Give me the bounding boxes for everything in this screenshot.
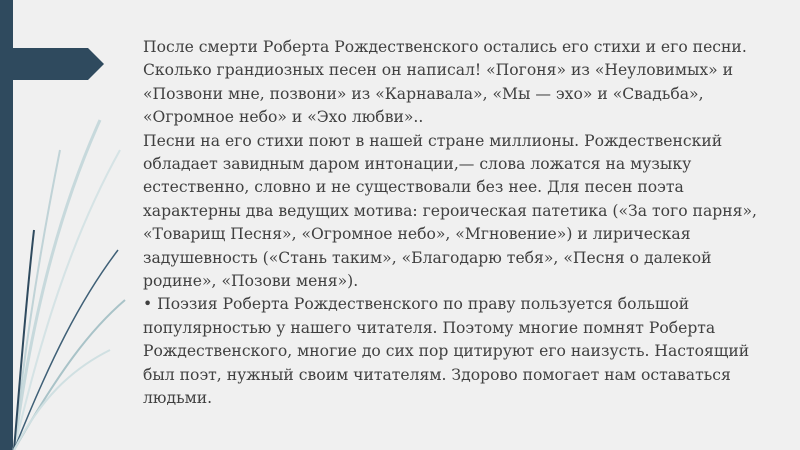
arrow-marker-icon [0,48,104,80]
slide-text-body [143,36,773,411]
paragraph-2: Песни на его стихи поют в нашей стране миллионы. Рождественский обладает завидным даром интонации,— слова ложатся на музыку естественно, словно и не существовали без нее. Для песен поэта характерны два ведущих мотива: героическая патетика («За того парня», «Товарищ Песня», «Огромное небо», «Мгновение») и лирическая задушевность («Стань таким», «Благодарю тебя», «Песня о далекой родине», «Позови меня»). [143,131,757,291]
paragraph-3-bullet: • Поэзия Роберта Рождественского по праву пользуется большой популярностью у нашего читателя. Поэтому многие помнят Роберта Рождественского, многие до сих пор цитируют его наизусть. Настоящий был поэт, нужный своим читателям. Здорово помогает нам оставаться людьми. [143,295,750,408]
paragraph-1: После смерти Роберта Рождественского остались его стихи и его песни. Сколько грандиозных песен он написал! «Погоня» из «Неуловимых» и «Позвони мне, позвони» из «Карнавала», «Мы — эхо» и «Свадьба», «Огромное небо» и «Эхо любви».. [143,38,747,127]
